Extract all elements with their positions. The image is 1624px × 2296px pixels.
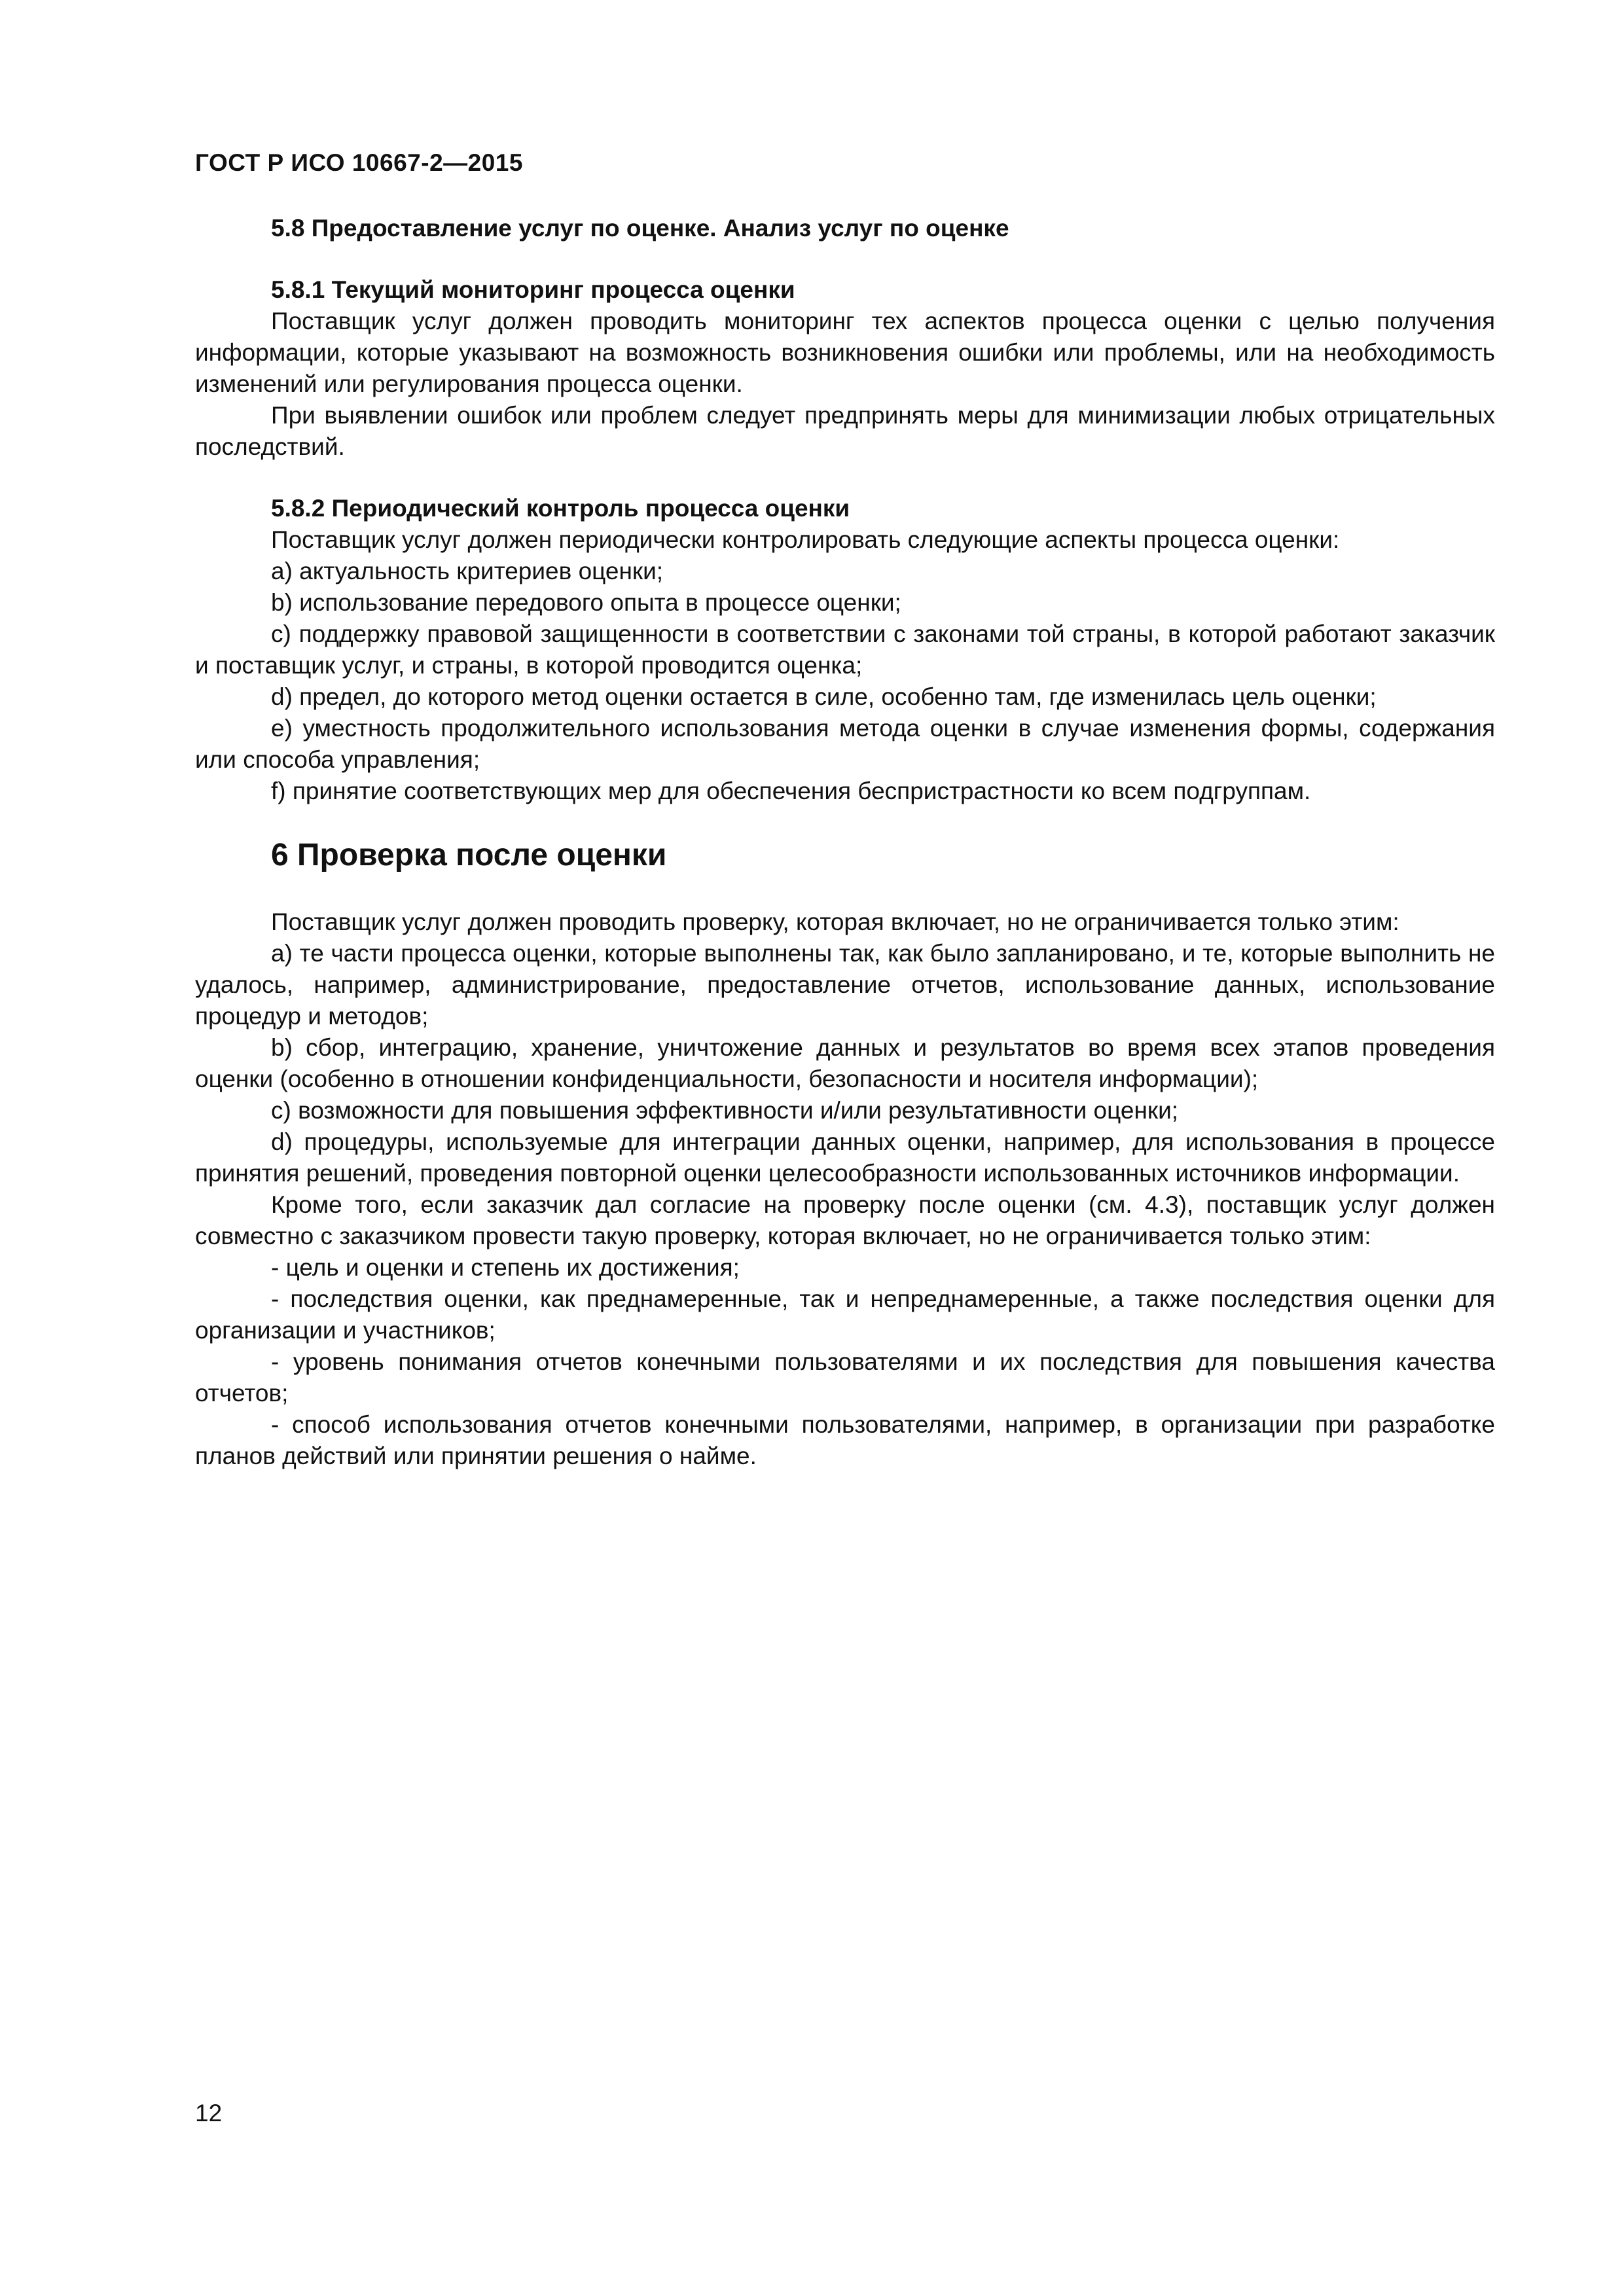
page-number: 12 [195,2100,223,2126]
list-item: b) использование передового опыта в процессе оценки; [271,589,901,616]
dash-list-item: - последствия оценки, как преднамеренные, так и непреднамеренные, а также последствия оценки для организации и участников; [195,1285,1495,1344]
list-item: e) уместность продолжительного использования метода оценки в случае изменения формы, содержания или способа управления; [195,715,1495,773]
section-5-8-1-heading: 5.8.1 Текущий мониторинг процесса оценки [271,276,795,303]
list-item: b) сбор, интеграцию, хранение, уничтожение данных и результатов во время всех этапов проведения оценки (особенно в отношении конфиденциальности, безопасности и носителя информации); [195,1034,1495,1092]
paragraph: Поставщик услуг должен проводить проверку, которая включает, но не ограничивается только этим: [271,908,1399,935]
paragraph: Поставщик услуг должен периодически контролировать следующие аспекты процесса оценки: [271,526,1340,553]
paragraph: Поставщик услуг должен проводить мониторинг тех аспектов процесса оценки с целью получения информации, которые указывают на возможность возникновения ошибки или проблемы, или на необходимость изменений или регулирования процесса оценки. [195,308,1495,397]
list-item: a) те части процесса оценки, которые выполнены так, как было запланировано, и те, которые выполнить не удалось, например, администрирование, предоставление отчетов, использование данных, использование процедур и методов; [195,940,1495,1030]
dash-list-item: - способ использования отчетов конечными пользователями, например, в организации при разработке планов действий или принятии решения о найме. [195,1411,1495,1469]
paragraph: При выявлении ошибок или проблем следует предпринять меры для минимизации любых отрицательных последствий. [195,402,1495,460]
section-6-heading: 6 Проверка после оценки [271,838,667,872]
document-code: ГОСТ Р ИСО 10667-2—2015 [195,149,523,176]
document-body [195,213,1495,1472]
list-item: c) возможности для повышения эффективности и/или результативности оценки; [271,1097,1179,1124]
list-item: d) процедуры, используемые для интеграции данных оценки, например, для использования в процессе принятия решений, проведения повторной оценки целесообразности использованных источников информации. [195,1128,1495,1187]
list-item: f) принятие соответствующих мер для обеспечения беспристрастности ко всем подгруппам. [271,778,1311,804]
list-item: c) поддержку правовой защищенности в соответствии с законами той страны, в которой работают заказчик и поставщик услуг, и страны, в которой проводится оценка; [195,620,1495,679]
dash-list-item: - уровень понимания отчетов конечными пользователями и их последствия для повышения качества отчетов; [195,1348,1495,1407]
list-item: a) актуальность критериев оценки; [271,558,664,584]
list-item: d) предел, до которого метод оценки остается в силе, особенно там, где изменилась цель оценки; [271,683,1377,710]
section-5-8-2-heading: 5.8.2 Периодический контроль процесса оценки [271,495,850,522]
section-5-8-heading: 5.8 Предоставление услуг по оценке. Анализ услуг по оценке [271,215,1009,242]
paragraph: Кроме того, если заказчик дал согласие на проверку после оценки (см. 4.3), поставщик услуг должен совместно с заказчиком провести такую проверку, которая включает, но не ограничивается только этим: [195,1191,1495,1249]
dash-list-item: - цель и оценки и степень их достижения; [271,1254,740,1281]
